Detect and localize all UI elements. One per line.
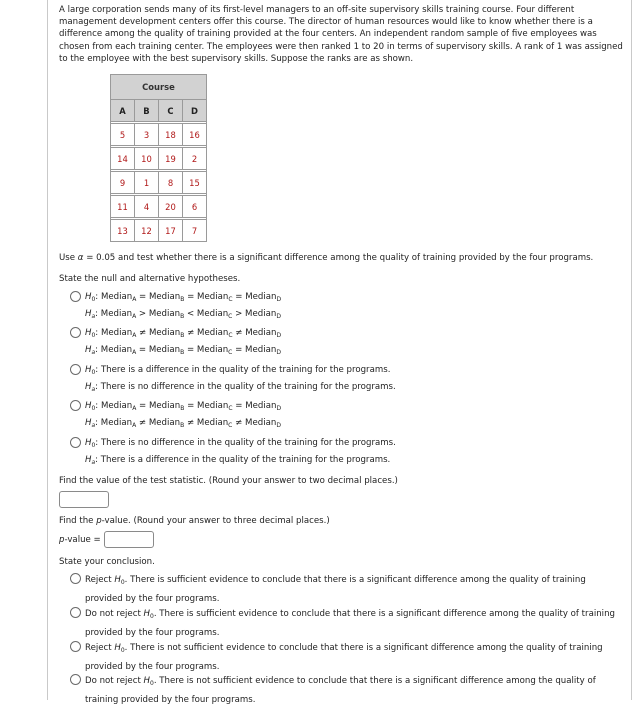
radio-button[interactable] (70, 364, 81, 375)
table-cell: 17 (159, 220, 183, 242)
table-cell: 9 (111, 172, 135, 194)
column-header: B (135, 100, 159, 122)
radio-button[interactable] (70, 437, 81, 448)
table-cell: 11 (111, 196, 135, 218)
problem-intro: A large corporation sends many of its first-level managers to an off-site supervisory skills training course. Four different management development centers offer this course. The director of human resources would like to know whether there is a difference among the quality of training provided at the four centers. An independent random sample of five employees was chosen from each training center. The employees were then ranked 1 to 20 in terms of supervisory skills. A rank of 1 was assigned to the employee with the best supervisory skills. Suppose the ranks are as shown. (59, 5, 623, 64)
table-cell: 1 (135, 172, 159, 194)
table-cell: 18 (159, 124, 183, 146)
column-header: A (111, 100, 135, 122)
table-cell: 10 (135, 148, 159, 170)
radio-button[interactable] (70, 400, 81, 411)
conclusion-prompt: State your conclusion. (59, 557, 155, 567)
p-value-input[interactable] (104, 531, 154, 548)
alpha-statement: Use α = 0.05 and test whether there is a significant difference among the quality of training provided by the four programs. (59, 253, 594, 263)
table-cell: 8 (159, 172, 183, 194)
table-cell: 14 (111, 148, 135, 170)
table-cell: 4 (135, 196, 159, 218)
table-cell: 12 (135, 220, 159, 242)
table-cell: 19 (159, 148, 183, 170)
column-header: D (183, 100, 207, 122)
table-cell: 7 (183, 220, 207, 242)
table-title: Course (111, 75, 207, 100)
radio-button[interactable] (70, 607, 81, 618)
column-header: C (159, 100, 183, 122)
table-cell: 16 (183, 124, 207, 146)
table-cell: 5 (111, 124, 135, 146)
table-cell: 13 (111, 220, 135, 242)
table-cell: 15 (183, 172, 207, 194)
p-value-label: p-value = (59, 535, 101, 545)
radio-button[interactable] (70, 291, 81, 302)
table-cell: 20 (159, 196, 183, 218)
radio-button[interactable] (70, 327, 81, 338)
test-statistic-prompt: Find the value of the test statistic. (Round your answer to two decimal places.) (59, 476, 398, 486)
table-cell: 3 (135, 124, 159, 146)
p-value-prompt: Find the p-value. (Round your answer to three decimal places.) (59, 516, 330, 526)
ranks-table (110, 74, 207, 242)
table-cell: 2 (183, 148, 207, 170)
test-statistic-input[interactable] (59, 491, 109, 508)
radio-button[interactable] (70, 573, 81, 584)
hypotheses-prompt: State the null and alternative hypotheses. (59, 274, 241, 284)
radio-button[interactable] (70, 641, 81, 652)
radio-button[interactable] (70, 674, 81, 685)
table-cell: 6 (183, 196, 207, 218)
question-content: A large corporation sends many of its first-level managers to an off-site supervisory skills training course. Four different management development centers offer this course. The director of human resources would like to know whether there is a difference among the quality of training provided at the four centers. An independent random sample of five employees was chosen from each training center. The employees were then ranked 1 to 20 in terms of supervisory skills. A rank of 1 was assigned to the employee with the best supervisory skills. Suppose the ranks are as shown. Course A B C D 5 3 18 16 14 10 19 2 9 1 8 15 11 4 20 6 13 12 17 7 Use α = 0.05 and test whether there is a significant difference among the quality of training provided by the four programs. State the null and alternative hypotheses. $H_0$: Median$_A$ = Median$_B$ = Median$_C$ = Median$_D$ $H_a$: Median$_A$ > Median$_B$ < Median$_C$ > Median$_D$ $H_0$: Median$_A$ ≠ Median$_B$ ≠ Median$_C$ ≠ Median$_D$ $H_a$: Median$_A$ = Median$_B$ = Median$_C$ = Median$_D$ $H_0$: There is a difference in the quality of the training for the programs. $H_a$: There is no difference in the quality of the training for the programs. $H_0$: Median$_A$ = Median$_B$ = Median$_C$ = Median$_D$ $H_a$: Median$_A$ ≠ Median$_B$ ≠ Median$_C$ ≠ Median$_D$ $H_0$: There is no difference in the quality of the training for the programs. $H_a$: There is a difference in the quality of the training for the programs. Find the value of the test statistic. (Round your answer to two decimal places.) Find the p-value. (Round your answer to three decimal places.) p-value = State your conclusion. Reject $H_0$. There is sufficient evidence to conclude that there is a significant difference among the quality of training provided by the four programs. Do not reject $H_0$. There is sufficient evidence to conclude that there is a significant difference among the quality of training provided by the four programs. Reject $H_0$. There is not sufficient evidence to conclude that there is a significant difference among the quality of training provided by the four programs. Do not reject $H_0$. There is not sufficient evidence to conclude that there is a significant difference among the quality of training provided by the four programs. (59, 4, 625, 65)
